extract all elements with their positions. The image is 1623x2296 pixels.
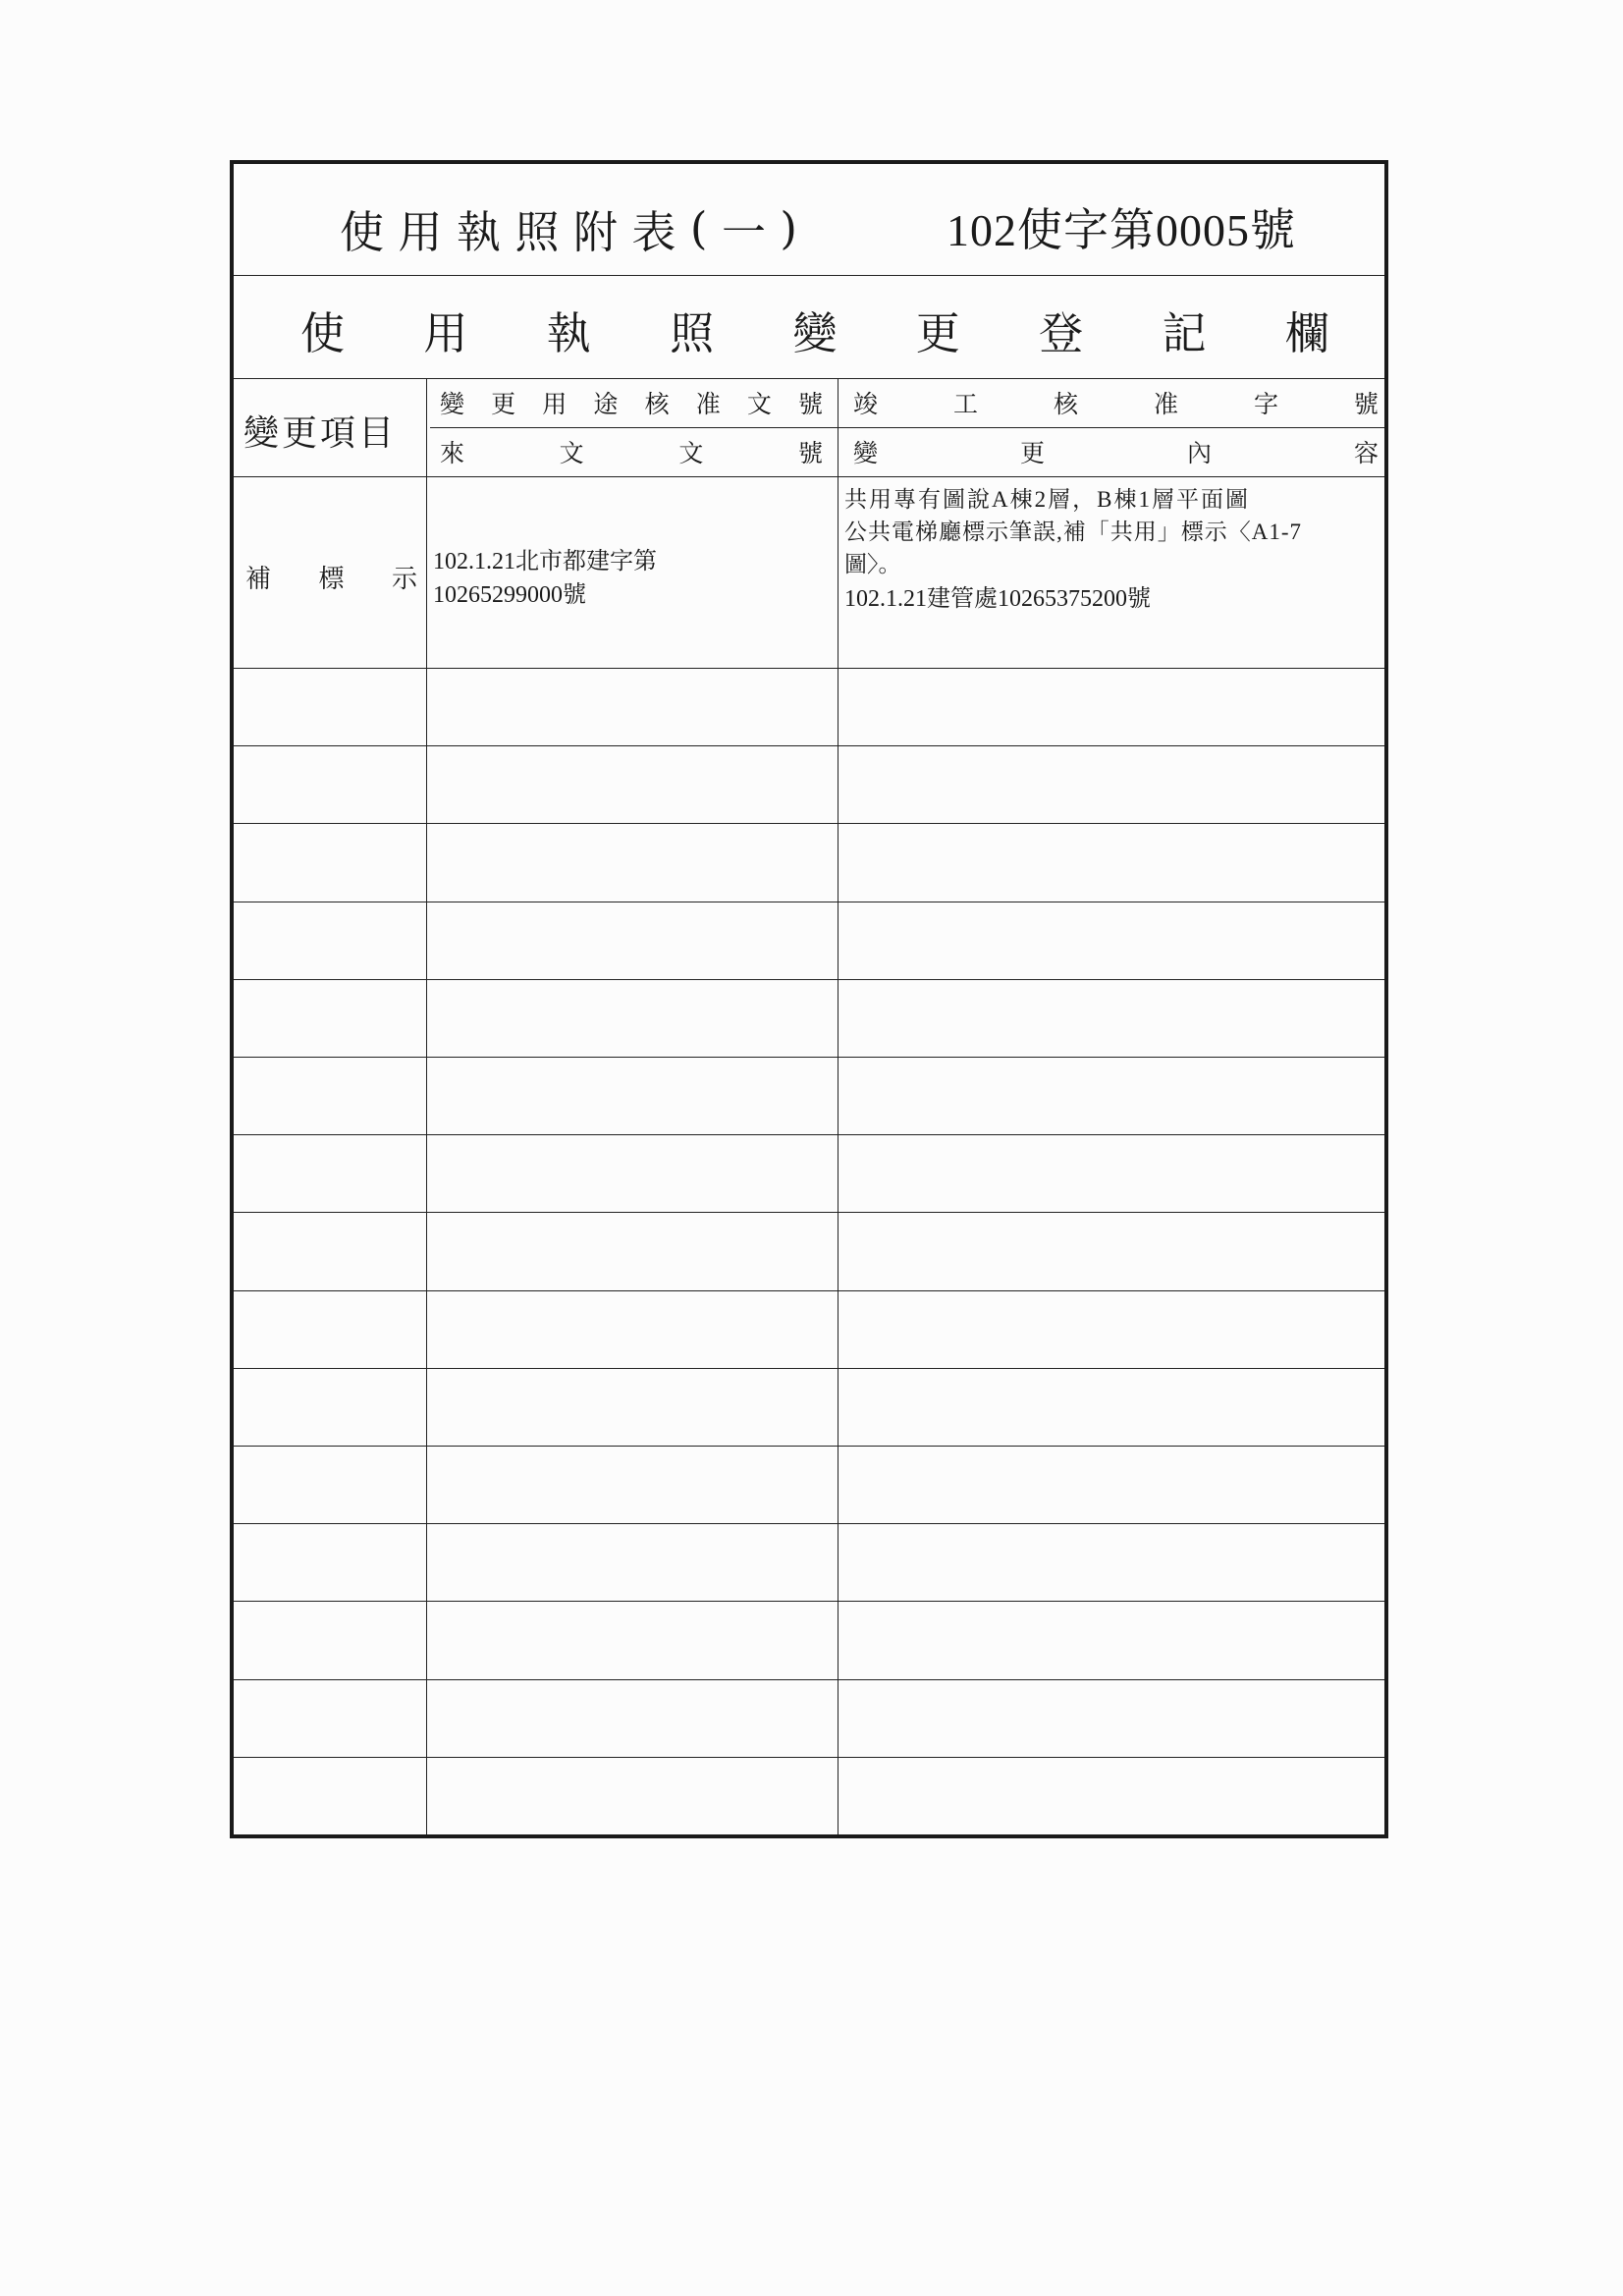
row-rule [234, 1057, 1384, 1058]
label-char: 核 [1053, 390, 1078, 418]
label-char: ( [689, 202, 708, 254]
row-rule [234, 745, 1384, 746]
label-char: 容 [1353, 439, 1379, 467]
label-char: 字 [1253, 390, 1278, 418]
label-char: 標 [318, 564, 345, 594]
rule-header-split [430, 427, 1384, 428]
label-char: 准 [695, 390, 721, 418]
label-char: 用 [398, 206, 443, 258]
label-char: 內 [1186, 439, 1212, 467]
row-rule [234, 1290, 1384, 1291]
form-title [340, 196, 797, 260]
rule-header-bottom [234, 476, 1384, 477]
label-char: 變 [440, 390, 465, 418]
header-completion-no [853, 381, 1379, 424]
rule-title [234, 275, 1384, 276]
row-content-line3: 圖〉。 [844, 552, 901, 576]
row-rule [234, 1446, 1384, 1447]
form-subtitle [300, 298, 1329, 361]
label-char: 補 [245, 564, 272, 594]
label-char: 照 [514, 206, 560, 258]
header-approval-no [440, 381, 823, 424]
row-rule [234, 1212, 1384, 1213]
label-char: 使 [300, 307, 346, 359]
row-doc-line1: 102.1.21北市都建字第 [433, 549, 657, 574]
label-char: ) [780, 202, 797, 254]
row-rule [234, 1134, 1384, 1135]
label-char: 變 [792, 307, 838, 359]
label-char: 號 [797, 390, 823, 418]
row-content-line1: 共用專有圖說A棟2層，B棟1層平面圖 [844, 487, 1250, 512]
label-char: 登 [1039, 307, 1084, 359]
label-char: 記 [1162, 307, 1207, 359]
label-char: 准 [1153, 390, 1178, 418]
label-char: 文 [559, 439, 584, 467]
row-content-line2: 公共電梯廳標示筆誤,補「共用」標示〈A1-7 [844, 519, 1303, 544]
label-char: 用 [423, 307, 468, 359]
label-char: 核 [644, 390, 670, 418]
label-char: 文 [746, 390, 772, 418]
label-char: 照 [670, 307, 715, 359]
label-char: 更 [915, 307, 960, 359]
label-char: 執 [456, 206, 501, 258]
row-rule [234, 1757, 1384, 1758]
label-char: 更 [1019, 439, 1045, 467]
change-registration-form [230, 160, 1388, 1838]
label-char: 使 [340, 206, 385, 258]
permit-number: 102使字第0005號 [947, 205, 1296, 255]
header-change-item: 變更項目 [243, 413, 398, 454]
row-rule [234, 1601, 1384, 1602]
label-char: 執 [546, 307, 591, 359]
label-char: 更 [491, 390, 516, 418]
label-char: 文 [678, 439, 704, 467]
rule-subtitle [234, 378, 1384, 379]
label-char: 用 [542, 390, 568, 418]
label-char: 表 [631, 206, 676, 258]
header-change-content [853, 430, 1379, 473]
label-char: 工 [952, 390, 978, 418]
label-char: 欄 [1284, 307, 1329, 359]
row-item [245, 557, 417, 596]
rule-col1 [426, 378, 427, 1834]
label-char: 一 [721, 206, 766, 258]
label-char: 示 [391, 564, 417, 594]
header-incoming-no [440, 430, 823, 473]
label-char: 號 [797, 439, 823, 467]
label-char: 變 [853, 439, 879, 467]
row-rule [234, 979, 1384, 980]
row-content-line4: 102.1.21建管處10265375200號 [844, 586, 1151, 612]
row-rule [234, 668, 1384, 669]
label-char: 附 [572, 206, 618, 258]
rule-col2 [838, 378, 839, 1834]
label-char: 竣 [853, 390, 879, 418]
row-rule [234, 1368, 1384, 1369]
label-char: 途 [593, 390, 619, 418]
row-rule [234, 1679, 1384, 1680]
label-char: 號 [1353, 390, 1379, 418]
row-rule [234, 1523, 1384, 1524]
row-rule [234, 823, 1384, 824]
row-doc-line2: 10265299000號 [433, 582, 586, 608]
label-char: 來 [440, 439, 465, 467]
